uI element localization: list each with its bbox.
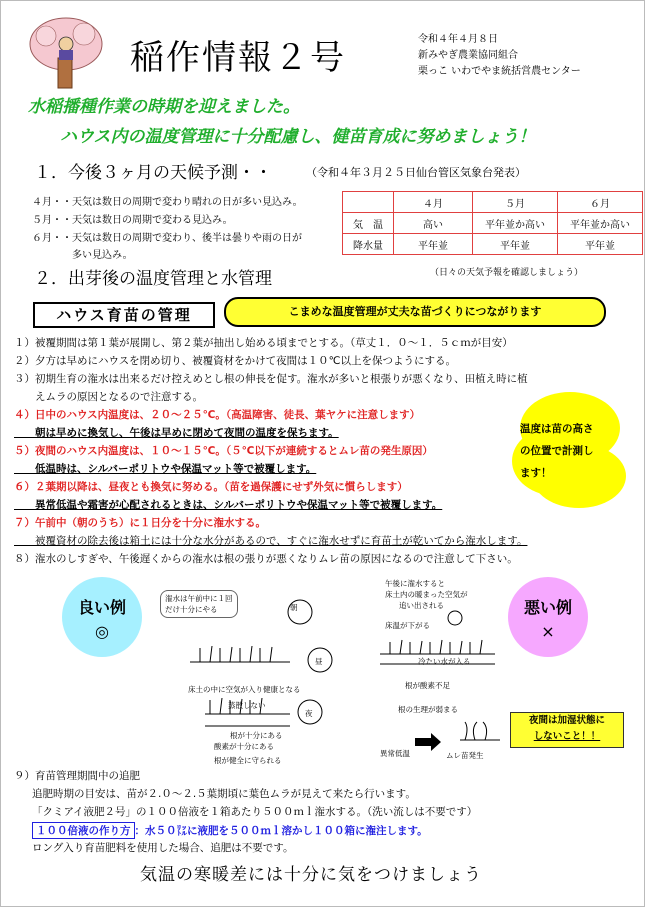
table-row [343, 192, 643, 213]
good-example-label: 良い例 [77, 598, 126, 617]
table-note: （日々の天気予報を確認しましょう） [430, 268, 584, 278]
bad-note-weak: 根の生理が弱まる [398, 705, 458, 714]
item-9-line4: ロング入り育苗肥料を使用した場合、追肥は不要です。 [32, 842, 294, 854]
forecast-may: ５月・・天気は数日の周期で変わる見込み。 [32, 215, 233, 226]
bubble-line: ます！ [520, 467, 552, 479]
table-cell: 平年並か高い [558, 213, 643, 234]
note-line: 潅水は午前中に１回 [165, 594, 233, 603]
tip-pill: こまめな温度管理が丈夫な苗づくりにつながります [224, 297, 606, 327]
good-note-noon: 昼 [315, 657, 323, 666]
table-cell [343, 192, 394, 213]
bubble-line: の位置で計測し [520, 445, 594, 457]
item-4-heading: ４）日中のハウス内温度は、２０～２５℃。（高温障害、徒長、葉ヤケに注意します） [14, 409, 421, 421]
note-line: 床土内の暖まった空気が [385, 590, 468, 599]
good-note-oxygen: 酸素が十分にある [214, 742, 274, 751]
org-name: 新みやぎ農業協同組合 [418, 50, 518, 61]
bad-note-top [385, 578, 468, 611]
section1-source: （令和４年３月２５日仙台管区気象台発表） [306, 166, 526, 179]
bad-note-cold-water: 冷たい水が入る [418, 657, 471, 666]
forecast-june-cont: 多い見込み。 [32, 250, 133, 261]
item-1: １）被覆期間は第１葉が展開し、第２葉が抽出し始める頃までとする。（草丈１．０～１．５ｃｍが目安） [14, 337, 513, 349]
table-cell: ６月 [558, 192, 643, 213]
section2-title: ２．出芽後の温度管理と水管理 [34, 269, 272, 289]
tree-logo-illustration [26, 14, 108, 92]
table-cell: ４月 [394, 192, 473, 213]
nursery-box-title: ハウス育苗の管理 [33, 302, 215, 328]
good-note-roots: 根が十分にある [230, 731, 283, 740]
good-note-healthy: 根が健全に守られる [214, 756, 282, 765]
item-7-detail: 被覆資材の除去後は箱土には十分な水分があるので、すぐに潅水せずに育苗土が乾いてから潅水します。 [14, 535, 528, 547]
table-cell: ５月 [473, 192, 558, 213]
bad-example-circle [508, 577, 588, 657]
dilution-box: １００倍液の作り方 [32, 822, 135, 839]
issuer-info [418, 32, 581, 80]
bubble-line: 温度は苗の高さ [520, 423, 594, 435]
bad-note-oxygen: 根が酸素不足 [405, 681, 450, 690]
item-5-detail: 低温時は、シルバーポリトウや保温マット等で被覆します。 [14, 463, 317, 475]
item-3: ３）初期生育の潅水は出来るだけ控えめとし根の伸長を促す。潅水が多いと根張りが悪くなり、田植え時に植 [14, 373, 528, 385]
table-cell: 降水量 [343, 234, 394, 255]
item-9-title: ９）育苗管理期間中の追肥 [14, 770, 140, 782]
forecast-june: ６月・・天気は数日の周期で変わり、後半は曇りや雨の日が [32, 233, 302, 244]
item-2: ２）夕方は早めにハウスを閉め切り、被覆資材をかけて夜間は１０℃以上を保つようにする。 [14, 355, 456, 367]
item-7-heading: ７）午前中（朝のうち）に１日分を十分に潅水する。 [14, 517, 266, 529]
bad-note-cold: 異常低温 [380, 749, 410, 758]
dilution-text: ：水５０㍑に液肥を５００ｍｌ溶かし１００箱に潅注します。 [134, 825, 428, 837]
page-title: 稲作情報２号 [130, 38, 346, 78]
center-name: 栗っこ いわでやま統括営農センター [418, 66, 581, 77]
headline-1: 水稲播種作業の時期を迎えました。 [28, 97, 300, 117]
table-cell: 平年並 [473, 234, 558, 255]
issue-date: 令和４年４月８日 [418, 34, 498, 45]
item-3-cont: えムラの原因となるので注意する。 [14, 391, 203, 403]
item-5-heading: ５）夜間のハウス内温度は、１０～１５℃。（５℃以下が連続するとムレ苗の発生原因） [14, 445, 433, 457]
bad-note-cooling: 床温が下がる [385, 621, 430, 630]
note-line: だけ十分にやる [165, 605, 218, 614]
good-note-night: 夜 [305, 709, 313, 718]
table-cell: 平年並 [394, 234, 473, 255]
table-cell: 気 温 [343, 213, 394, 234]
measure-bubble-text [520, 418, 624, 484]
night-humidity-box [510, 712, 624, 748]
note-line: 夜間は加湿状態に [528, 715, 605, 726]
note-line: しないこと！！ [533, 731, 601, 742]
good-note-air: 床土の中に空気が入り健康となる [188, 685, 301, 694]
table-cell: 平年並 [558, 234, 643, 255]
item-6-detail: 異常低温や霜害が心配されるときは、シルバーポリトウや保温マット等で被覆します。 [14, 499, 443, 511]
note-line: 午後に潅水すると [385, 579, 445, 588]
forecast-april: ４月・・天気は数日の周期で変わり晴れの日が多い見込み。 [32, 197, 303, 208]
headline-2: ハウス内の温度管理に十分配慮し、健苗育成に努めましょう！ [60, 127, 536, 147]
table-cell: 平年並か高い [473, 213, 558, 234]
note-line: 追い出される [399, 601, 444, 610]
bad-note-mure: ムレ苗発生 [446, 751, 484, 760]
cross-icon: × [541, 622, 555, 641]
table-row [343, 213, 643, 234]
item-4-detail: 朝は早めに換気し、午後は早めに閉めて夜間の温度を保ちます。 [14, 427, 339, 439]
double-circle-icon: ◎ [95, 622, 109, 641]
good-note-morning: 朝 [290, 603, 298, 612]
weather-table [342, 191, 643, 255]
good-note-no-evap: 蒸散しない [228, 701, 266, 710]
item-6-heading: ６）２葉期以降は、昼夜とも換気に努める。（苗を過保護にせず外気に慣らします） [14, 481, 408, 493]
section1-title: １．今後３ヶ月の天候予測・・ [34, 163, 272, 183]
item-9-line3 [32, 822, 428, 839]
item-9-line1: 追肥時期の目安は、苗が２.０～２.５葉期頃に葉色ムラが見えて来たら行います。 [32, 788, 416, 800]
good-example-circle [62, 577, 142, 657]
item-8: ８）潅水のしすぎや、午後遅くからの潅水は根の張りが悪くなりムレ苗の原因になるので注意して下さい。 [14, 553, 518, 565]
table-cell: 高い [394, 213, 473, 234]
bad-example-label: 悪い例 [523, 598, 572, 617]
table-row [343, 234, 643, 255]
footer-message: 気温の寒暖差には十分に気をつけましょう [140, 865, 482, 885]
item-9-line2: 「クミアイ液肥２号」の１００倍液を１箱あたり５００ｍｌ潅水する。（洗い流しは不要です） [32, 806, 478, 818]
